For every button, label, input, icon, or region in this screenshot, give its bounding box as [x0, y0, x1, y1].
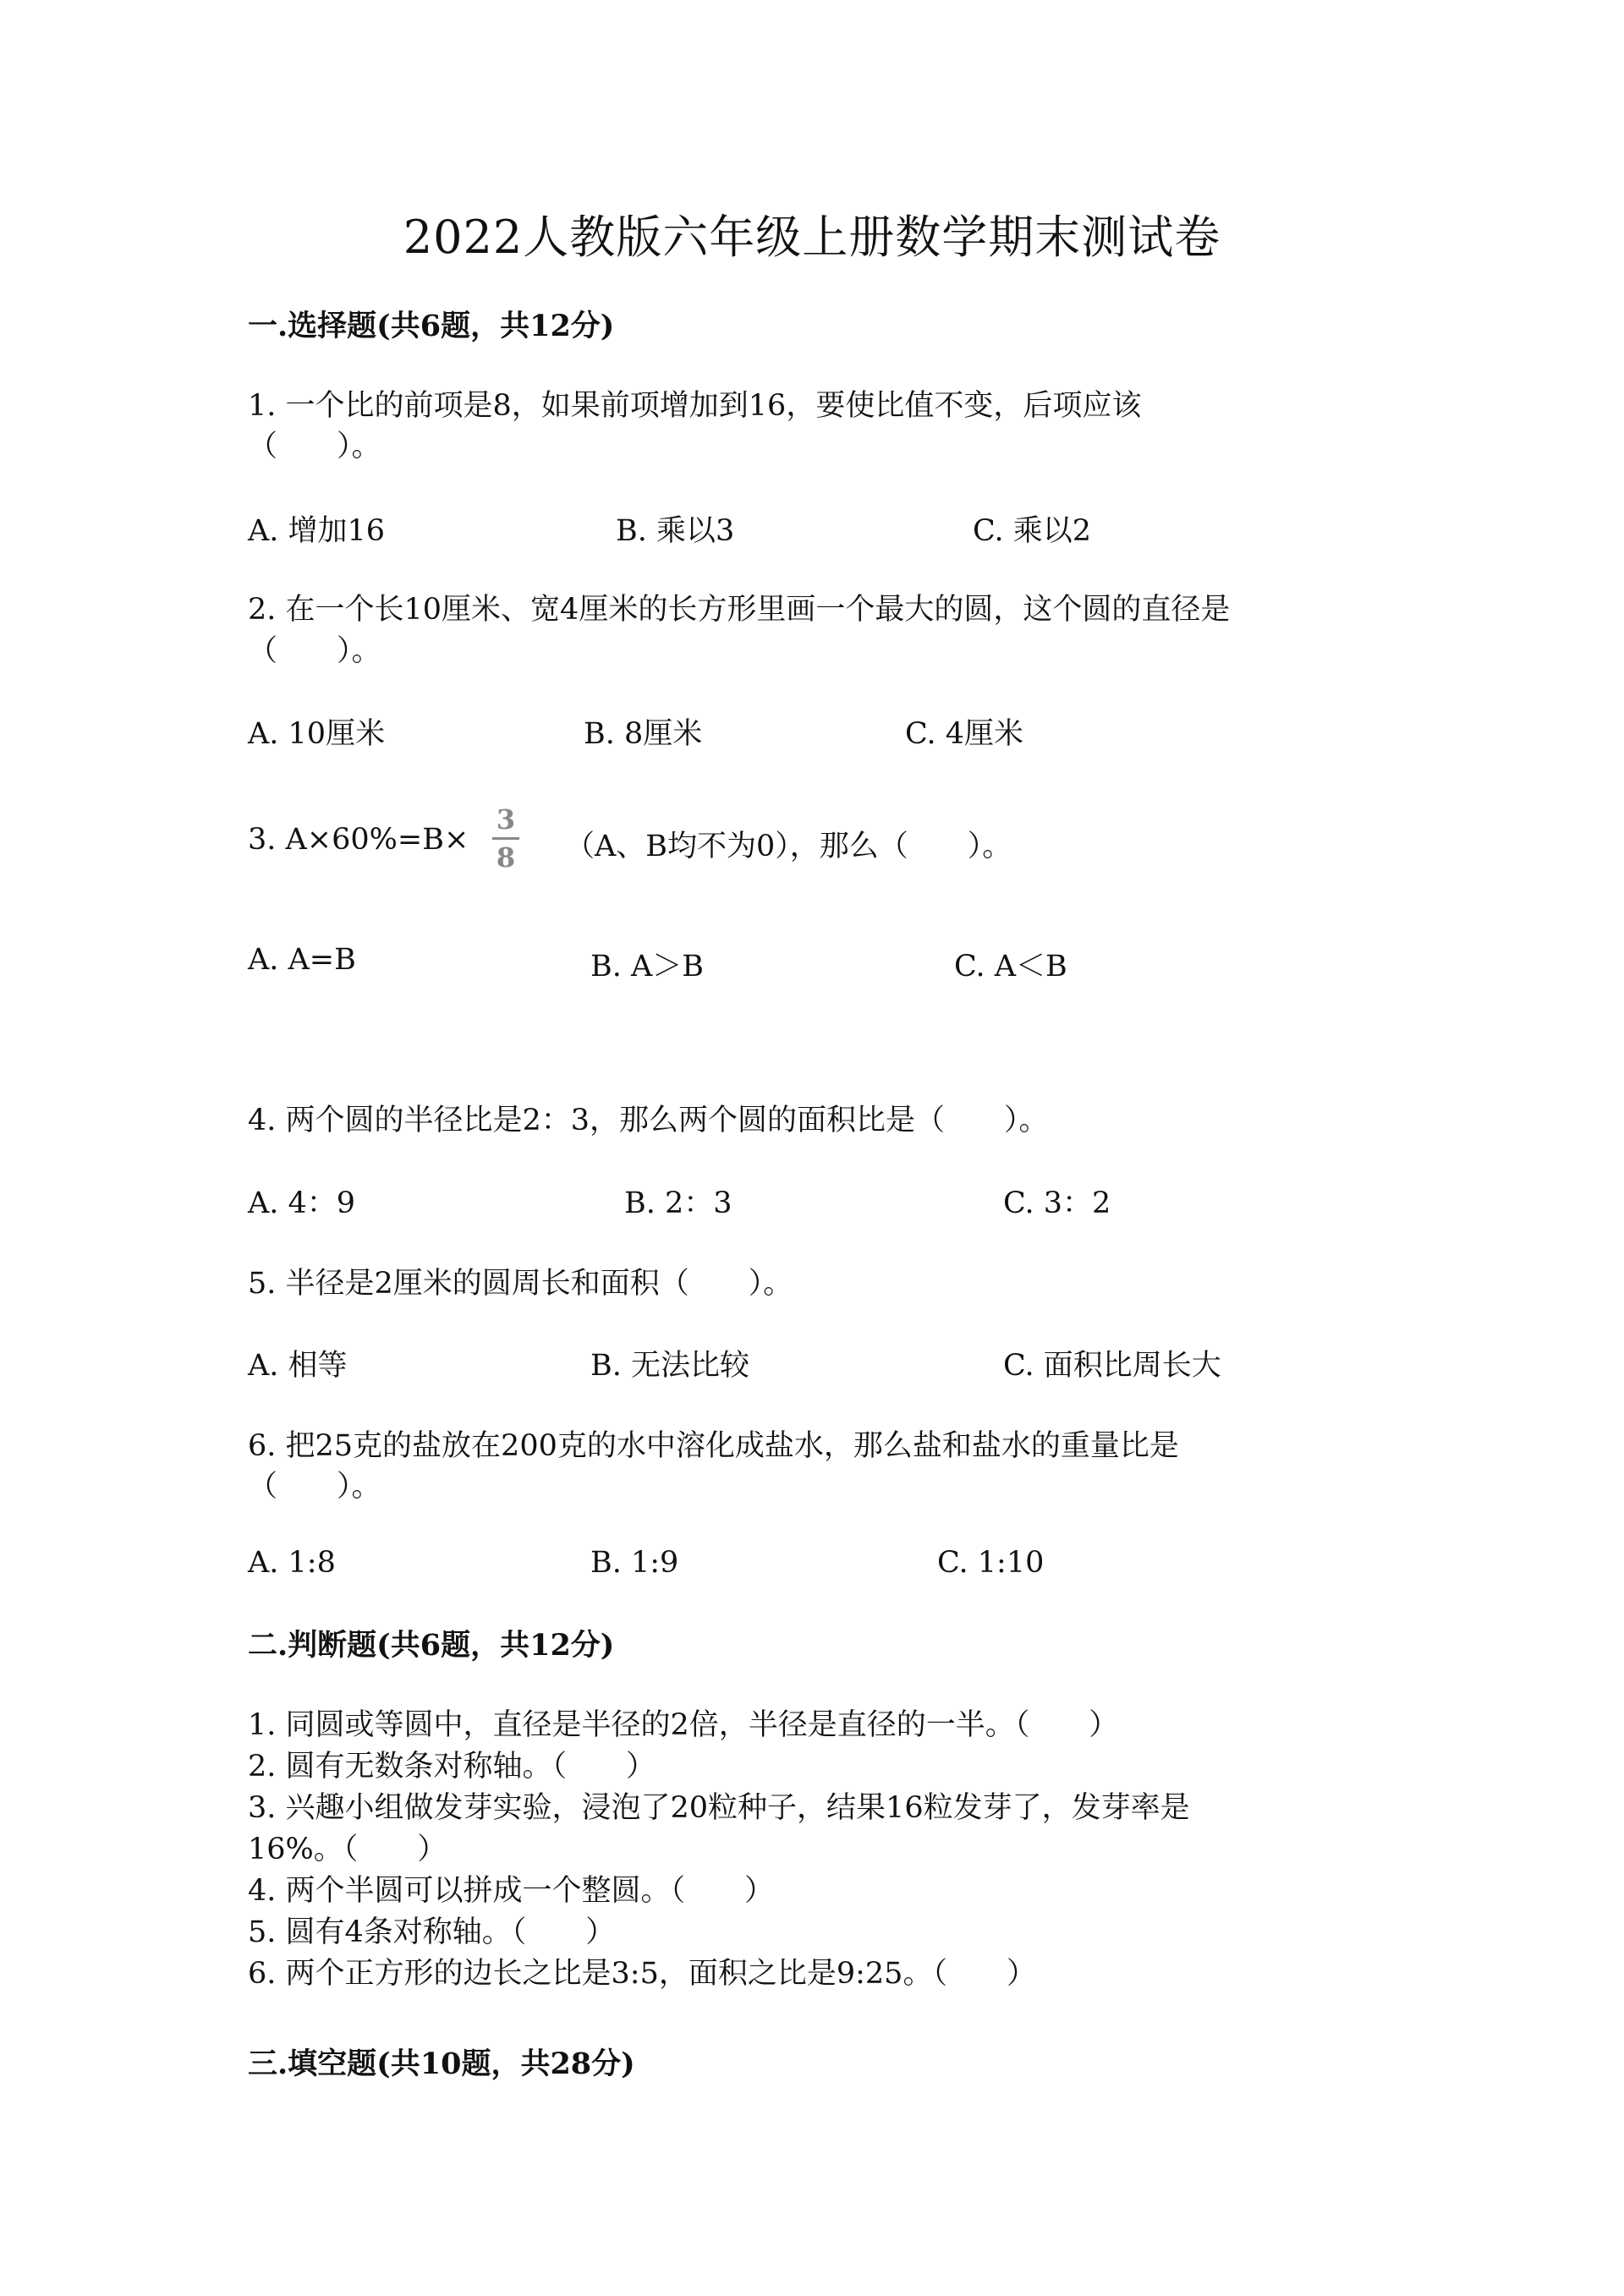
fraction-numerator: 3 — [496, 803, 516, 836]
question-6-option-a: A. 1:8 — [248, 1546, 336, 1580]
question-2-option-a: A. 10厘米 — [248, 717, 386, 751]
question-6-line2: （ ）。 — [248, 1470, 381, 1504]
question-4-line1: 4. 两个圆的半径比是2：3，那么两个圆的面积比是（ ）。 — [248, 1104, 1049, 1137]
judgment-item: 1. 同圆或等圆中，直径是半径的2倍，半径是直径的一半。（ ） — [248, 1708, 1119, 1742]
question-3-option-c: C. A＜B — [954, 950, 1067, 984]
question-5-option-a: A. 相等 — [248, 1349, 348, 1383]
judgment-item-continuation: 16%。（ ） — [248, 1833, 447, 1866]
fraction-bar — [492, 837, 519, 840]
question-1-option-a: A. 增加16 — [248, 514, 386, 548]
question-1-option-b: B. 乘以3 — [616, 514, 735, 548]
section-heading-judgment: 二.判断题(共6题，共12分) — [248, 1628, 615, 1663]
question-6-option-c: C. 1:10 — [937, 1546, 1045, 1580]
question-4-option-b: B. 2：3 — [624, 1186, 732, 1220]
question-1-line1: 1. 一个比的前项是8，如果前项增加到16，要使比值不变，后项应该 — [248, 389, 1142, 423]
question-1-line2: （ ）。 — [248, 430, 381, 463]
fraction-three-eighths — [491, 805, 521, 872]
question-5-line1: 5. 半径是2厘米的圆周长和面积（ ）。 — [248, 1267, 793, 1301]
question-5-option-c: C. 面积比周长大 — [1003, 1349, 1221, 1383]
judgment-item: 2. 圆有无数条对称轴。（ ） — [248, 1750, 656, 1784]
judgment-item: 5. 圆有4条对称轴。（ ） — [248, 1915, 616, 1949]
exam-title: 2022人教版六年级上册数学期末测试卷 — [403, 211, 1221, 264]
question-2-option-c: C. 4厘米 — [905, 717, 1024, 751]
question-4-option-c: C. 3：2 — [1003, 1186, 1111, 1220]
question-3-option-b: B. A＞B — [590, 950, 704, 984]
question-6-line1: 6. 把25克的盐放在200克的水中溶化成盐水，那么盐和盐水的重量比是 — [248, 1429, 1179, 1463]
fraction-denominator: 8 — [496, 841, 516, 874]
question-3-option-a: A. A=B — [248, 943, 356, 977]
section-heading-fill-in: 三.填空题(共10题，共28分) — [248, 2047, 635, 2081]
question-2-option-b: B. 8厘米 — [584, 717, 703, 751]
question-3-prefix: 3. A×60%=B× — [248, 823, 469, 857]
section-heading-choice: 一.选择题(共6题，共12分) — [248, 309, 615, 343]
question-4-option-a: A. 4：9 — [248, 1186, 356, 1220]
question-1-option-c: C. 乘以2 — [973, 514, 1092, 548]
judgment-item: 6. 两个正方形的边长之比是3:5，面积之比是9:25。（ ） — [248, 1957, 1036, 1991]
question-3-suffix: （A、B均不为0），那么（ ）。 — [565, 830, 1012, 863]
question-2-line2: （ ）。 — [248, 634, 381, 668]
question-6-option-b: B. 1:9 — [590, 1546, 679, 1580]
question-5-option-b: B. 无法比较 — [590, 1349, 749, 1383]
question-2-line1: 2. 在一个长10厘米、宽4厘米的长方形里画一个最大的圆，这个圆的直径是 — [248, 593, 1231, 627]
judgment-item: 3. 兴趣小组做发芽实验，浸泡了20粒种子，结果16粒发芽了，发芽率是 — [248, 1791, 1190, 1825]
judgment-item: 4. 两个半圆可以拼成一个整圆。（ ） — [248, 1874, 775, 1908]
